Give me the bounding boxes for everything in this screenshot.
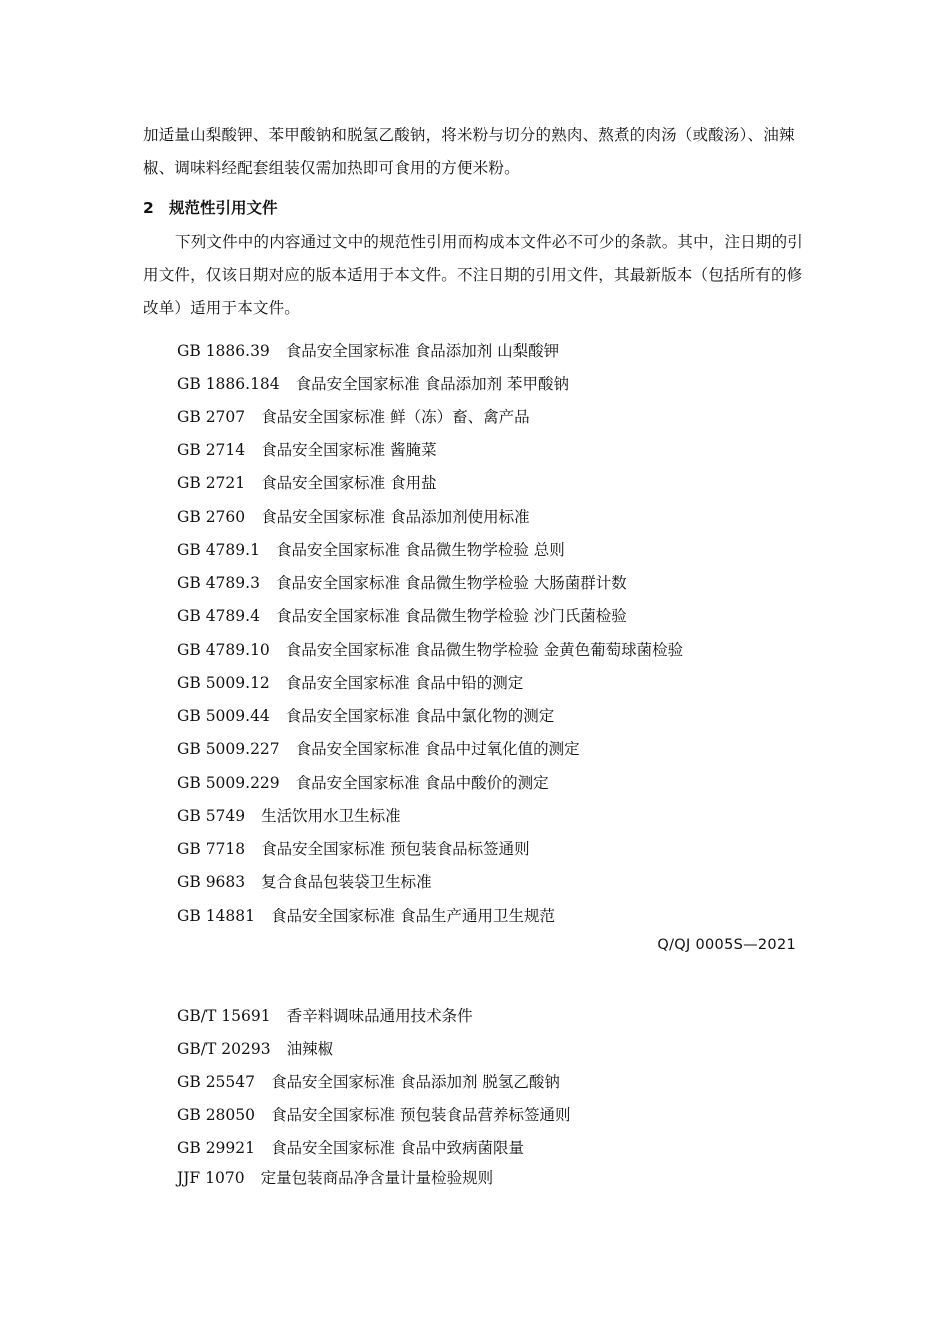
reference-code: GB 4789.10 [177, 641, 270, 659]
reference-title: 食品安全国家标准 食品生产通用卫生规范 [271, 907, 555, 925]
section-heading [143, 196, 278, 218]
reference-code: GB 4789.4 [177, 607, 260, 625]
reference-title: 食品安全国家标准 食品中酸价的测定 [295, 774, 549, 792]
reference-code: GB 9683 [177, 873, 246, 891]
reference-code: GB/T 20293 [177, 1040, 271, 1058]
reference-title: 食品安全国家标准 食品中致病菌限量 [271, 1139, 524, 1157]
reference-title: 食品安全国家标准 预包装食品标签通则 [261, 840, 530, 858]
reference-code: JJF 1070 [177, 1169, 245, 1187]
reference-code: GB 5009.44 [177, 707, 270, 725]
reference-item [177, 804, 401, 826]
reference-item [177, 1166, 493, 1188]
reference-item [177, 1037, 333, 1059]
reference-title: 食品安全国家标准 食品添加剂 山梨酸钾 [285, 342, 560, 360]
reference-item [177, 837, 530, 859]
reference-title: 食品安全国家标准 食品添加剂 脱氢乙酸钠 [271, 1073, 560, 1091]
reference-code: GB 4789.1 [177, 541, 260, 559]
reference-item [177, 339, 559, 361]
reference-code: GB 2714 [177, 441, 246, 459]
reference-item [177, 870, 432, 892]
reference-item [177, 1136, 524, 1158]
reference-code: GB 25547 [177, 1073, 256, 1091]
reference-code: GB 28050 [177, 1106, 256, 1124]
reference-item [177, 405, 530, 427]
reference-code: GB 5749 [177, 807, 246, 825]
reference-item [177, 904, 555, 926]
reference-item [177, 638, 683, 660]
reference-item [177, 737, 580, 759]
section-paragraph: 下列文件中的内容通过文中的规范性引用而构成本文件必不可少的条款。其中，注日期的引用文件，仅该日期对应的版本适用于本文件。不注日期的引用文件，其最新版本（包括所有的修改单）适用于本文件。 [143, 233, 804, 317]
reference-item [177, 471, 437, 493]
reference-title: 生活饮用水卫生标准 [261, 807, 401, 825]
reference-title: 定量包装商品净含量计量检验规则 [260, 1169, 494, 1187]
reference-code: GB 7718 [177, 840, 246, 858]
reference-item [177, 604, 627, 626]
document-number: Q/QJ 0005S—2021 [657, 937, 796, 953]
reference-title: 食品安全国家标准 食品中铅的测定 [285, 674, 524, 692]
reference-code: GB 2721 [177, 474, 246, 492]
reference-title: 食品安全国家标准 食品中过氧化值的测定 [295, 740, 580, 758]
reference-item [177, 571, 627, 593]
section-title: 规范性引用文件 [169, 199, 278, 217]
reference-item [177, 671, 523, 693]
reference-item [177, 538, 565, 560]
reference-title: 食品安全国家标准 酱腌菜 [261, 441, 437, 459]
reference-code: GB 2760 [177, 508, 246, 526]
reference-item [177, 1004, 473, 1026]
reference-code: GB 4789.3 [177, 574, 260, 592]
reference-code: GB 1886.39 [177, 342, 270, 360]
reference-item [177, 438, 437, 460]
reference-code: GB 2707 [177, 408, 246, 426]
reference-title: 食品安全国家标准 鲜（冻）畜、禽产品 [261, 408, 530, 426]
reference-title: 食品安全国家标准 食品添加剂使用标准 [261, 508, 530, 526]
reference-item [177, 1103, 570, 1125]
reference-code: GB 14881 [177, 907, 256, 925]
reference-title: 食品安全国家标准 食品中氯化物的测定 [285, 707, 555, 725]
reference-item [177, 505, 530, 527]
reference-item [177, 771, 549, 793]
reference-title: 香辛料调味品通用技术条件 [286, 1007, 473, 1025]
reference-code: GB/T 15691 [177, 1007, 271, 1025]
reference-code: GB 5009.12 [177, 674, 270, 692]
reference-title: 复合食品包装袋卫生标准 [261, 873, 432, 891]
reference-item [177, 372, 569, 394]
intro-paragraph: 加适量山梨酸钾、苯甲酸钠和脱氢乙酸钠，将米粉与切分的熟肉、熬煮的肉汤（或酸汤）、油辣椒、调味料经配套组装仅需加热即可食用的方便米粉。 [143, 126, 795, 177]
reference-item [177, 1070, 560, 1092]
reference-title: 油辣椒 [286, 1040, 334, 1058]
reference-title: 食品安全国家标准 食用盐 [261, 474, 437, 492]
reference-title: 食品安全国家标准 食品微生物学检验 总则 [275, 541, 565, 559]
reference-code: GB 5009.229 [177, 774, 280, 792]
reference-item [177, 704, 554, 726]
reference-title: 食品安全国家标准 食品微生物学检验 金黄色葡萄球菌检验 [285, 641, 684, 659]
reference-title: 食品安全国家标准 预包装食品营养标签通则 [271, 1106, 571, 1124]
reference-title: 食品安全国家标准 食品添加剂 苯甲酸钠 [295, 375, 570, 393]
reference-title: 食品安全国家标准 食品微生物学检验 沙门氏菌检验 [275, 607, 627, 625]
section-number: 2 [143, 199, 154, 217]
reference-title: 食品安全国家标准 食品微生物学检验 大肠菌群计数 [275, 574, 627, 592]
reference-code: GB 29921 [177, 1139, 256, 1157]
reference-code: GB 5009.227 [177, 740, 280, 758]
reference-code: GB 1886.184 [177, 375, 280, 393]
